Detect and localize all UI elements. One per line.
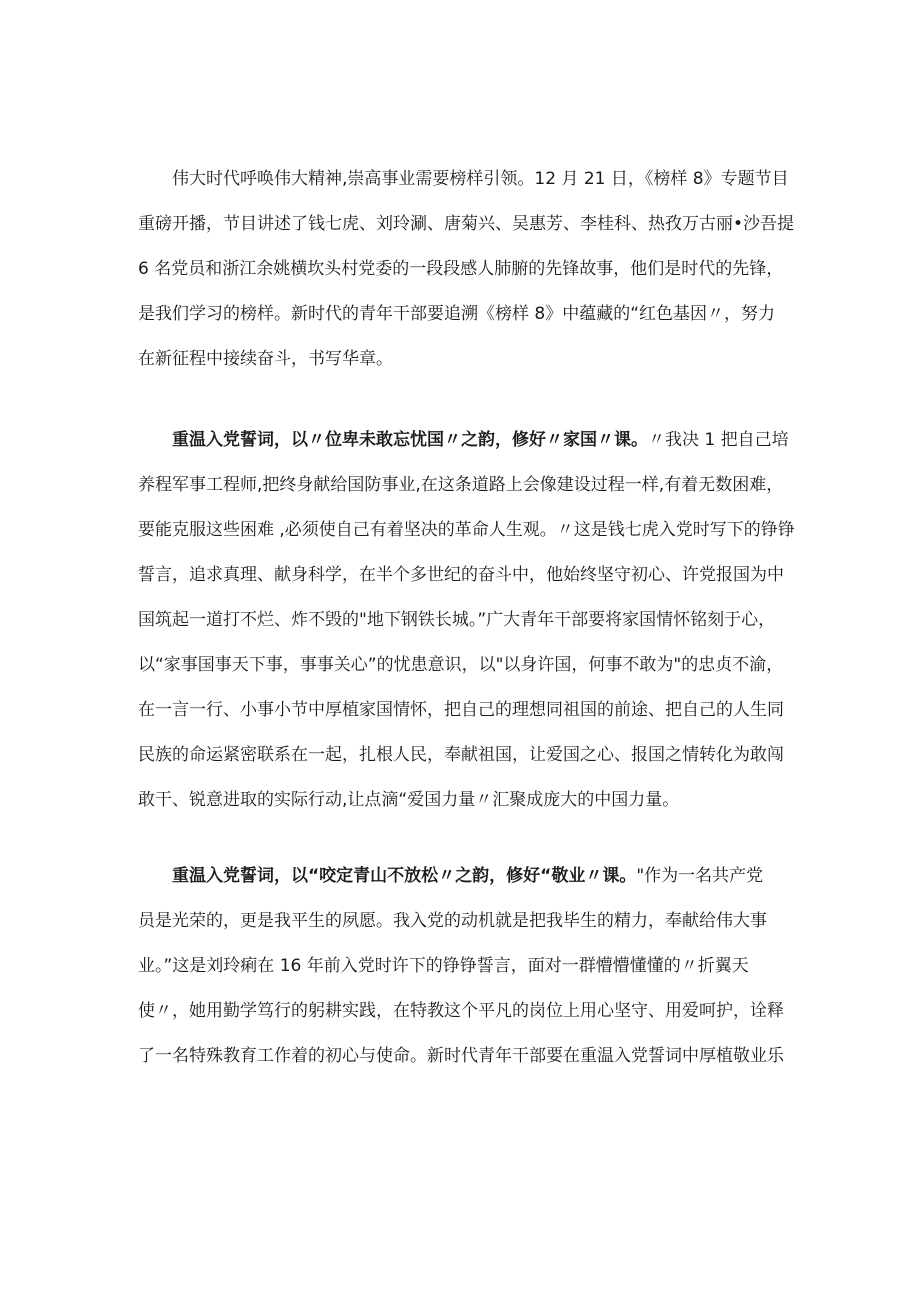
text-run: 〃我决 1 把自己培	[648, 430, 789, 450]
text-line: 在新征程中接续奋斗，书写华章。	[138, 349, 393, 369]
text-line: 6 名党员和浙江余姚横坎头村党委的一段段感人肺腑的先锋故事，他们是时代的先锋，	[138, 259, 784, 279]
paragraph-patriotism	[138, 424, 798, 829]
text-line: 养程军事工程师,把终身献给国防事业,在这条道路上会像建设过程一样,有着无数困难，	[138, 475, 784, 495]
text-line: 伟大时代呼唤伟大精神,崇高事业需要榜样引领。12 月 21 日，《榜样 8》专题节目	[172, 169, 789, 189]
text-line: 使〃，她用勤学笃行的躬耕实践，在特教这个平凡的岗位上用心坚守、用爱呵护，诠释	[138, 1001, 784, 1021]
text-line: 是我们学习的榜样。新时代的青年干部要追溯《榜样 8》中蕴藏的“红色基因〃，努力	[138, 304, 776, 324]
text-line: 以“家事国事天下事，事事关心”的忧患意识，以"以身许国，何事不敢为"的忠贞不渝，	[138, 655, 784, 675]
text-line: 员是光荣的，更是我平生的夙愿。我入党的动机就是把我毕生的精力，奉献给伟大事	[138, 911, 767, 931]
section-heading: 重温入党誓词，以“咬定青山不放松〃之韵，修好“敬业〃课。	[172, 866, 637, 886]
text-line: 业。”这是刘玲痢在 16 年前入党时许下的铮铮誓言，面对一群懵懵懂懂的〃折翼天	[138, 956, 749, 976]
text-line: 民族的命运紧密联系在一起，扎根人民，奉献祖国，让爱国之心、报国之情转化为敢闯	[138, 745, 784, 765]
paragraph-dedication	[138, 860, 798, 1085]
text-line: 誓言，追求真理、献身科学，在半个多世纪的奋斗中，他始终坚守初心、许党报国为中	[138, 565, 784, 585]
text-line: 要能克服这些困难 ,必须使自己有着坚决的革命人生观。〃这是钱七虎入党时写下的铮铮	[138, 520, 795, 540]
text-line: 重磅开播，节目讲述了钱七虎、刘玲涮、唐菊兴、吴惠芳、李桂科、热孜万古丽•沙吾提	[138, 214, 795, 234]
text-run: "作为一名共产党	[636, 866, 764, 886]
text-line	[138, 424, 798, 456]
text-line: 在一言一行、小事小节中厚植家国情怀，把自己的理想同祖国的前途、把自己的人生同	[138, 700, 784, 720]
paragraph-intro	[138, 163, 798, 388]
text-line: 了一名特殊教育工作着的初心与使命。新时代青年干部要在重温入党誓词中厚植敬业乐	[138, 1046, 784, 1066]
section-heading: 重温入党誓词，以〃位卑未敢忘忧国〃之韵，修好〃家国〃课。	[172, 430, 648, 450]
text-line: 国筑起一道打不烂、炸不毁的"地下钢铁长城。”广大青年干部要将家国情怀铭刻于心，	[138, 610, 776, 630]
text-line	[138, 860, 798, 892]
text-line: 敢干、锐意进取的实际行动,让点滴“爱国力量〃汇聚成庞大的中国力量。	[138, 790, 680, 810]
